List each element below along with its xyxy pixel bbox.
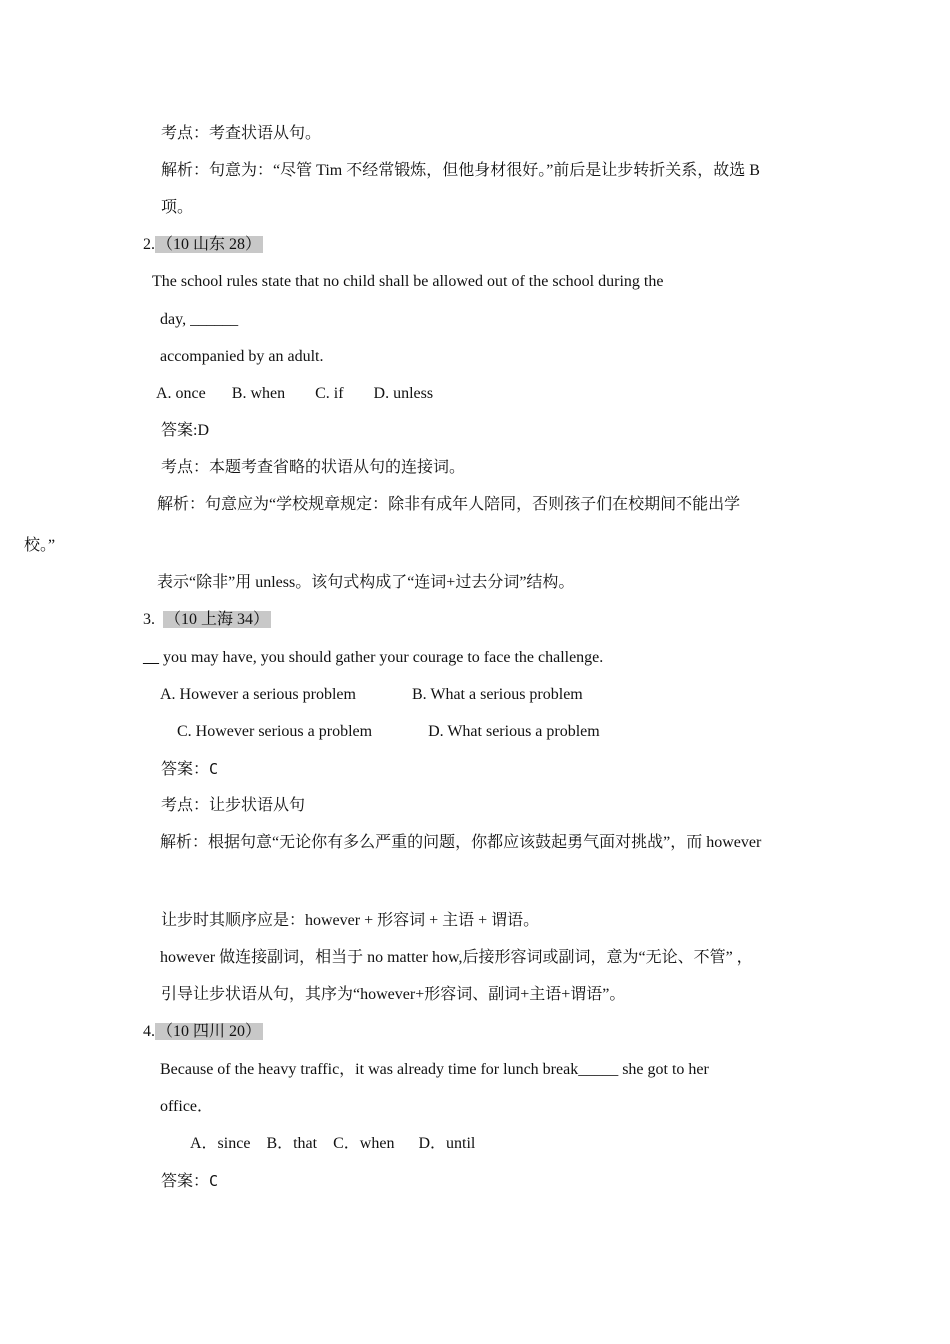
q3-number: 3. [143, 611, 155, 628]
q4-options [190, 1134, 475, 1154]
q2-option-c: C. if [315, 385, 344, 402]
q2-analysis-line3: 表示“除非”用 unless。该句式构成了“连词+过去分词”结构。 [157, 574, 575, 591]
q2-option-a: A. once [156, 385, 206, 402]
q2-number: 2. [143, 236, 155, 253]
q4-header [143, 1022, 263, 1042]
q3-option-d: D. What serious a problem [428, 723, 600, 740]
q1-point: 考点：考查状语从句。 [161, 125, 322, 142]
q4-option-d: D．until [418, 1135, 476, 1152]
q3-option-b: B. What a serious problem [411, 686, 583, 703]
q3-options-row2 [177, 722, 600, 742]
q3-option-a: A. However a serious problem [160, 686, 356, 703]
q4-stem-line2: office． [160, 1098, 214, 1115]
q3-options-row1 [160, 685, 583, 705]
q4-source-tag: （10 四川 20） [157, 1023, 262, 1040]
q3-stem [143, 648, 603, 668]
q4-stem-line1: Because of the heavy traffic，it was already time for lunch break_____ she got to her [160, 1061, 709, 1078]
q2-source-tag: （10 山东 28） [157, 236, 262, 253]
q2-answer: 答案:D [161, 422, 210, 439]
q3-answer-value: C [209, 760, 219, 778]
q3-answer-label: 答案： [161, 761, 210, 778]
q3-stem-text: you may have, you should gather your courage to face the challenge. [163, 649, 604, 666]
q1-analysis-line1: 解析：句意为：“尽管 Tim 不经常锻炼，但他身材很好。”前后是让步转折关系，故选 B [161, 162, 760, 179]
q4-answer-label: 答案： [161, 1173, 210, 1190]
q2-option-d: D. unless [373, 385, 434, 402]
q2-stem-line1: The school rules state that no child shall be allowed out of the school during the [152, 273, 664, 290]
q2-analysis-line2: 校。” [24, 537, 56, 554]
q4-answer [161, 1171, 218, 1192]
q4-option-c: C．when [333, 1135, 395, 1152]
q3-answer [161, 759, 218, 780]
q2-stem-line2: day, ______ [160, 311, 239, 328]
q3-analysis-line3: however 做连接副词，相当于 no matter how,后接形容词或副词，意为“无论、不管” ， [160, 949, 753, 966]
q3-option-c: C. However serious a problem [177, 723, 373, 740]
q4-answer-value: C [209, 1172, 219, 1190]
q2-options [156, 384, 433, 404]
q4-option-b: B．that [266, 1135, 318, 1152]
q2-stem-line3: accompanied by an adult. [160, 348, 324, 365]
q3-analysis-line4: 引导让步状语从句，其序为“however+形容词、副词+主语+谓语”。 [161, 986, 626, 1003]
q2-option-b: B. when [231, 385, 286, 402]
q1-analysis-line2: 项。 [161, 199, 194, 216]
q3-source-tag: （10 上海 34） [165, 611, 270, 628]
q4-number: 4. [143, 1023, 155, 1040]
q4-option-a: A．since [190, 1135, 251, 1152]
q3-point: 考点：让步状语从句 [161, 797, 306, 814]
q3-blank: __ [143, 649, 159, 666]
q2-header [143, 235, 263, 255]
q3-analysis-line1: 解析：根据句意“无论你有多么严重的问题，你都应该鼓起勇气面对挑战”，而 however [160, 834, 762, 851]
q2-point: 考点：本题考查省略的状语从句的连接词。 [161, 459, 466, 476]
q3-header [143, 610, 271, 630]
q3-analysis-line2: 让步时其顺序应是：however + 形容词 + 主语 + 谓语。 [161, 912, 540, 929]
q2-analysis-line1: 解析：句意应为“学校规章规定：除非有成年人陪同，否则孩子们在校期间不能出学 [157, 496, 741, 513]
